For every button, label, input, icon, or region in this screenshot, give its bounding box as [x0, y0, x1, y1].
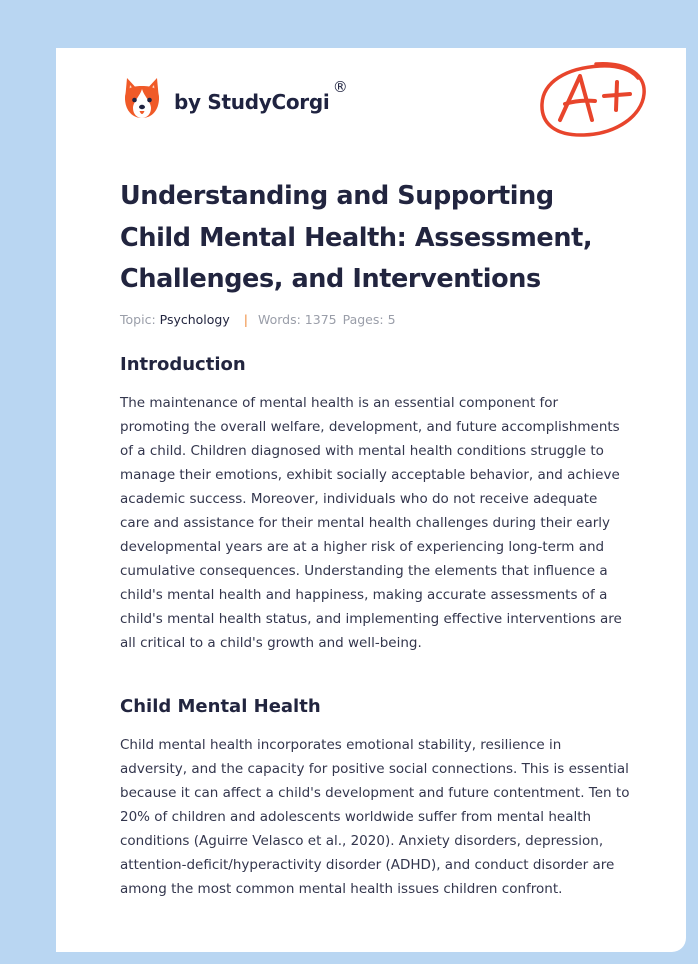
topic-link[interactable]: Psychology: [159, 312, 230, 327]
section-heading-introduction: Introduction: [120, 354, 246, 375]
document-meta: [120, 312, 396, 327]
a-plus-grade-icon: [538, 60, 648, 140]
brand-text: by StudyCorgi: [174, 90, 330, 114]
brand-name: [174, 78, 348, 114]
brand-logo[interactable]: [122, 76, 348, 120]
page-count: Pages: 5: [342, 312, 396, 327]
topic-label: Topic:: [120, 312, 156, 327]
document-title: Understanding and Supporting Child Mental Health: Assessment, Challenges, and Interventions: [120, 181, 593, 294]
section-text-introduction: The maintenance of mental health is an essential component for promoting the overall welfare, development, and future accomplishments of a child. Children diagnosed with mental health conditions struggle to manage their emotions, exhibit socially acceptable behavior, and achieve academic success. Moreover, individuals who do not receive adequate care and assistance for their mental health challenges during their early developmental years are at a higher risk of experiencing long-term and cumulative consequences. Understanding the elements that influence a child's mental health and happiness, making accurate assessments of a child's mental health status, and implementing effective interventions are all critical to a child's growth and well-being.: [120, 395, 622, 651]
meta-separator: |: [243, 312, 248, 327]
section-text-child-mental-health: Child mental health incorporates emotional stability, resilience in adversity, and the capacity for positive social connections. This is essential because it can affect a child's development and future contentment. Ten to 20% of children and adolescents worldwide suffer from mental health conditions (Aguirre Velasco et al., 2020). Anxiety disorders, depression, attention-deficit/hyperactivity disorder (ADHD), and conduct disorder are among the most common mental health issues children confront.: [120, 737, 630, 897]
registered-mark: ®: [332, 78, 348, 96]
section-heading-child-mental-health: Child Mental Health: [120, 696, 321, 717]
corgi-logo-icon: [122, 76, 162, 120]
document-page: [56, 48, 686, 952]
word-count: Words: 1375: [257, 312, 337, 327]
